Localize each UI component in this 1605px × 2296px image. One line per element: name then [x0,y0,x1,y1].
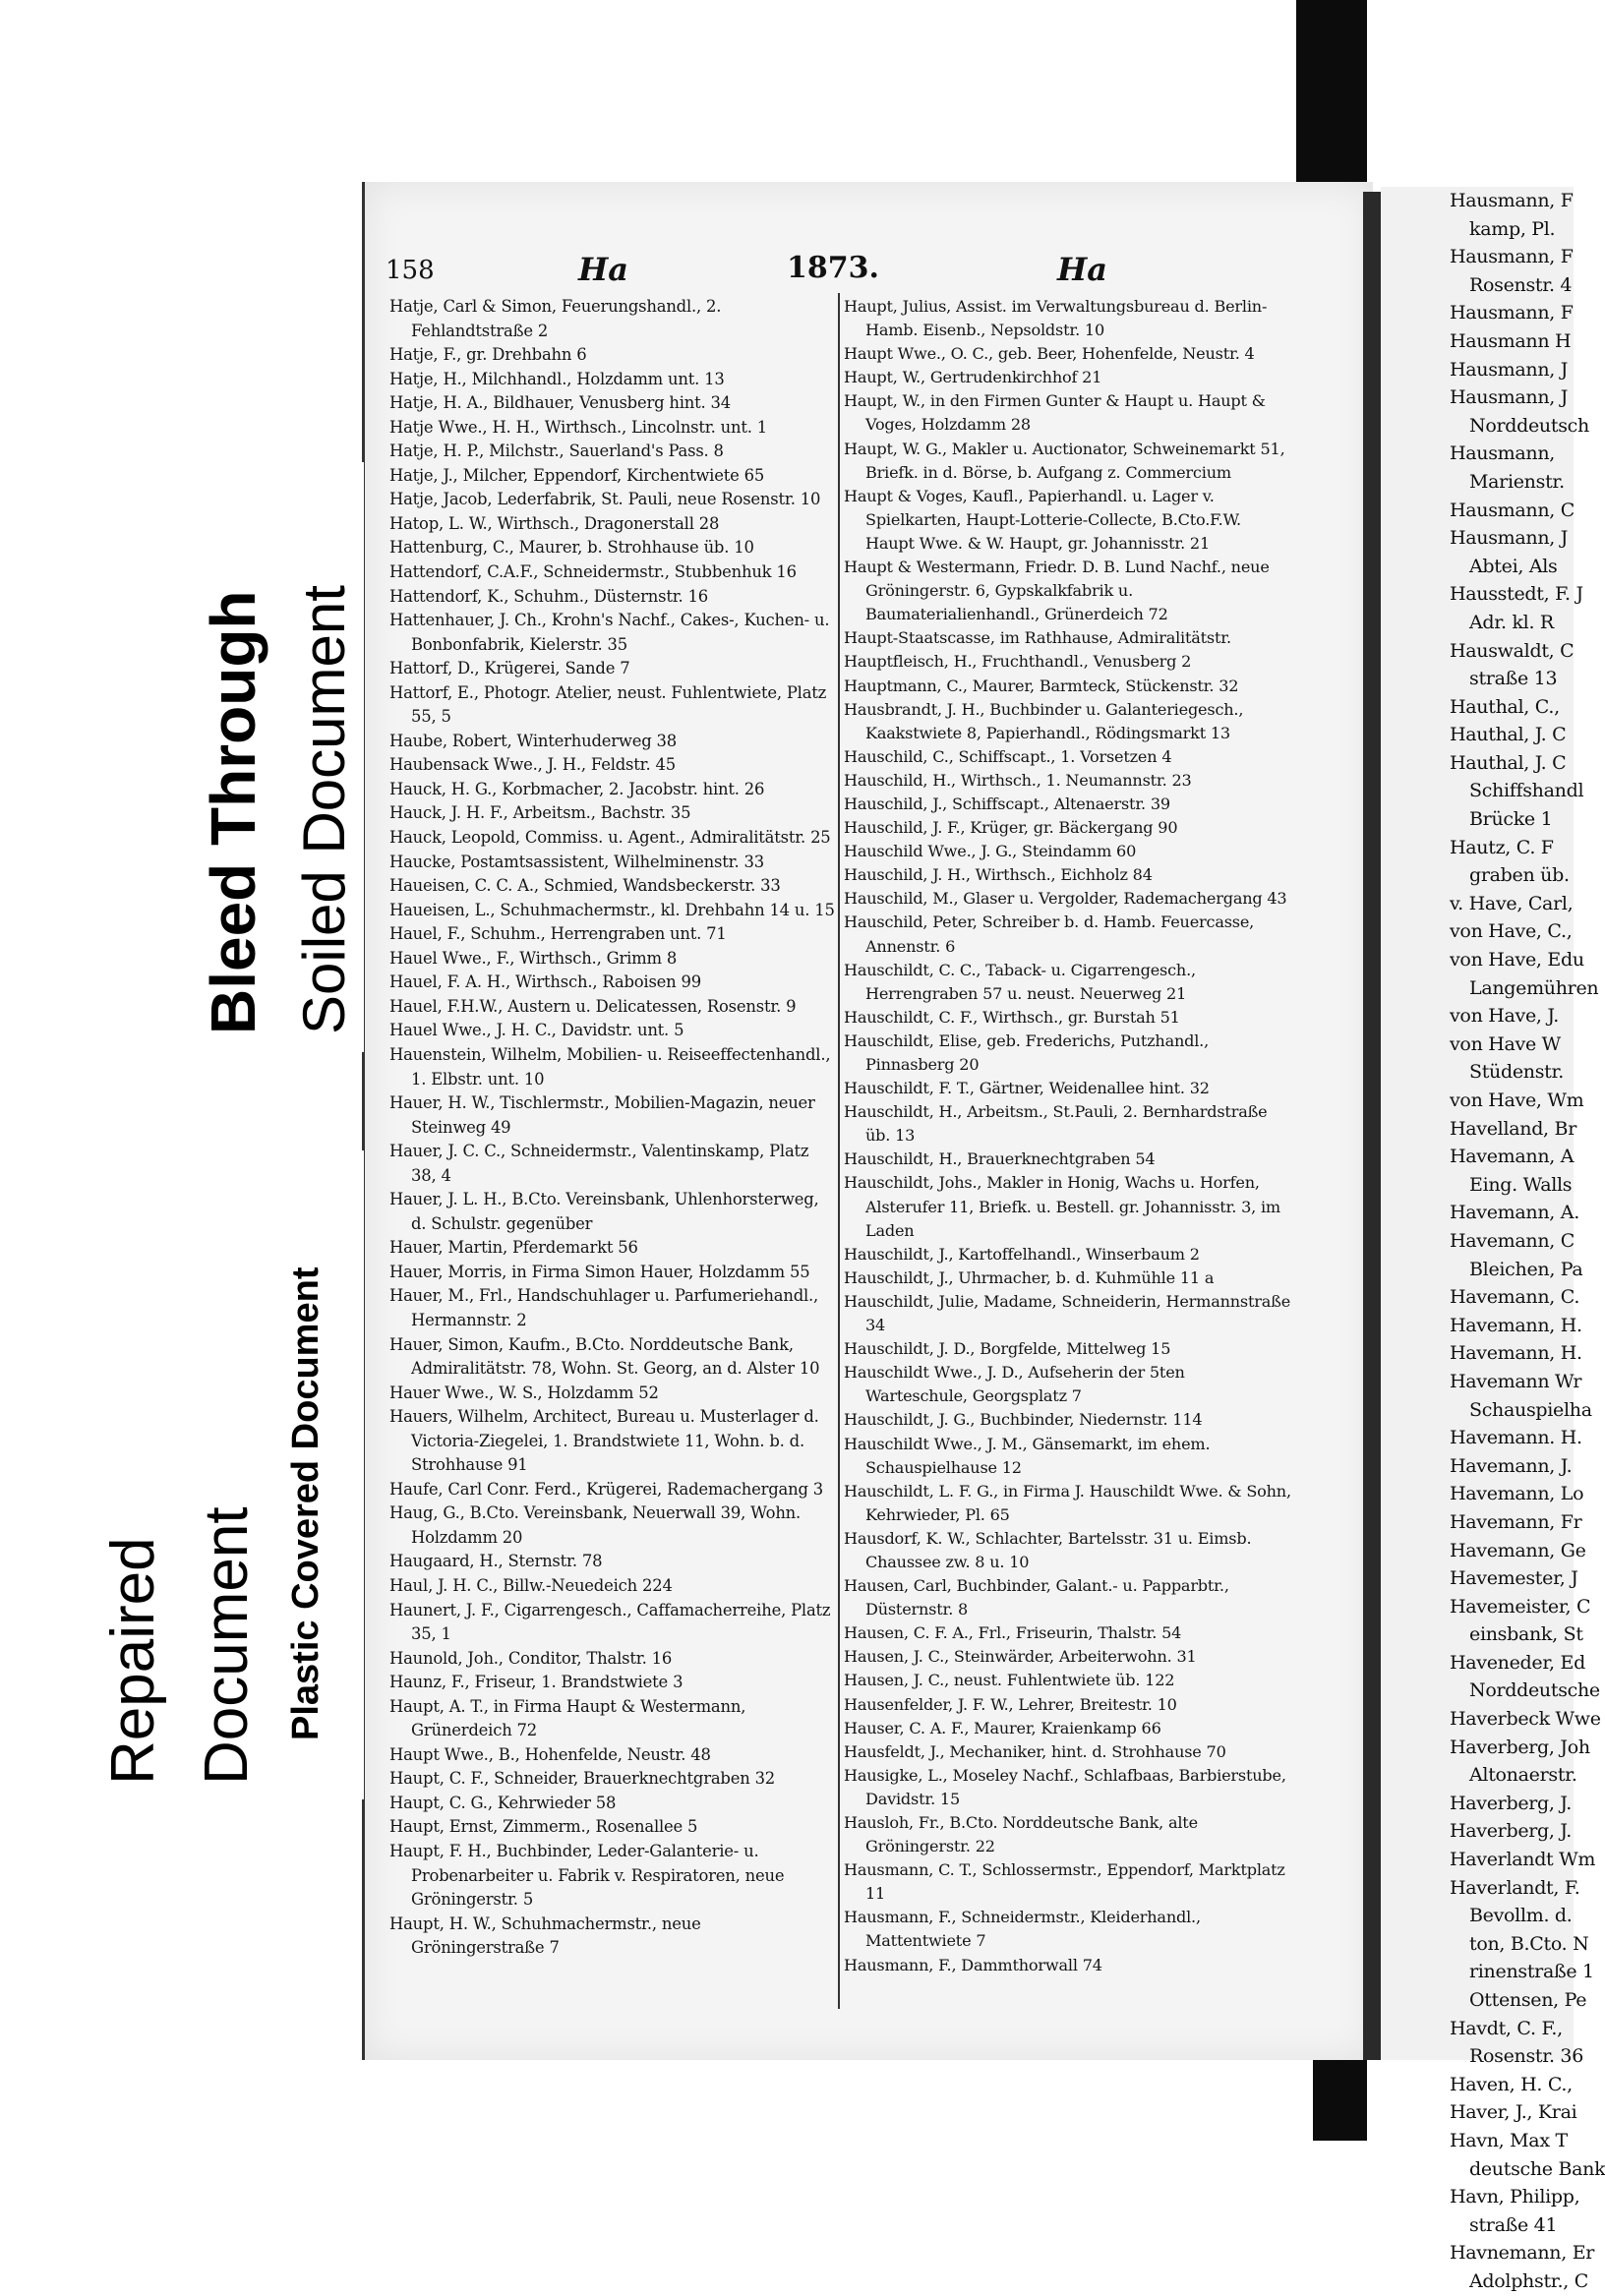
directory-entry: Hausmann, F., Dammthorwall 74 [844,1955,1102,1974]
directory-entry: Haupt, F. H., Buchbinder, Leder-Galanterie- u. Probenarbeiter u. Fabrik v. Respiratoren, neue Gröningerstr. 5 [389,1842,785,1910]
fragment-line: Haverberg, J. [1450,1792,1572,1814]
fragment-line: Haverberg, Joh [1450,1736,1590,1758]
fragment-line: Hausmann, F [1450,246,1574,268]
fragment-line: Haveneder, Ed [1450,1651,1585,1674]
directory-entry: Hauschildt, Julie, Madame, Schneiderin, Hermannstraße 34 [844,1291,1291,1335]
fragment-line: Havemann, C [1450,1229,1575,1252]
directory-entry: Hausen, C. F. A., Frl., Friseurin, Thalstr. 54 [844,1623,1182,1643]
directory-entry: Haube, Robert, Winterhuderweg 38 [389,731,677,750]
directory-entry: Hauschild, J. H., Wirthsch., Eichholz 84 [844,865,1153,885]
fragment-line: deutsche Bank [1469,2157,1605,2180]
directory-entry: Hatje, H. P., Milchstr., Sauerland's Pass. 8 [389,442,724,461]
directory-entry: Hauptfleisch, H., Fruchthandl., Venusberg 2 [844,652,1192,672]
directory-entry: Hauck, J. H. F., Arbeitsm., Bachstr. 35 [389,803,691,823]
fragment-line: ton, B.Cto. N [1469,1932,1589,1955]
directory-entry: Hausfeldt, J., Mechaniker, hint. d. Strohhause 70 [844,1741,1226,1761]
directory-entry: Haugaard, H., Sternstr. 78 [389,1552,603,1571]
directory-entry: Haupt, C. G., Kehrwieder 58 [389,1793,617,1812]
directory-entry: Haupt, W., Gertrudenkirchhof 21 [844,368,1102,387]
fragment-line: Havnemann, Er [1450,2242,1595,2265]
fragment-line: Adolphstr., C [1469,2269,1588,2292]
directory-entry: Hauschild, J. F., Krüger, gr. Bäckergang 90 [844,818,1178,838]
fragment-line: Havemann, C. [1450,1286,1580,1309]
page-number: 158 [386,256,435,285]
directory-entry: Hauer, J. C. C., Schneidermstr., Valentinskamp, Platz 38, 4 [389,1142,809,1185]
fragment-line: Hausmann H [1450,329,1572,352]
directory-entry: Hausen, J. C., Steinwärder, Arbeiterwohn. 31 [844,1647,1197,1667]
directory-entry: Hausmann, F., Schneidermstr., Kleiderhandl., Mattentwiete 7 [844,1908,1201,1951]
fragment-line: Eing. Walls [1469,1173,1573,1196]
fragment-line: Havemann, A. [1450,1202,1579,1224]
fragment-line: Havemann, Ge [1450,1539,1586,1561]
directory-entry: Hauschildt, H., Arbeitsm., St.Pauli, 2. Bernhardstraße üb. 13 [844,1102,1268,1146]
directory-entry: Haupt-Staatscasse, im Rathhause, Admiralitätstr. [844,628,1231,648]
directory-entry: Hauel Wwe., J. H. C., Davidstr. unt. 5 [389,1021,684,1040]
directory-entry: Hausen, Carl, Buchbinder, Galant.- u. Papparbtr., Düsternstr. 8 [844,1576,1229,1619]
fragment-line: Hausmann, [1450,442,1556,465]
fragment-line: Haverberg, J. [1450,1820,1572,1843]
directory-entry: Haul, J. H. C., Billw.-Neuedeich 224 [389,1575,673,1595]
directory-entry: Haufe, Carl Conr. Ferd., Krügerei, Rademachergang 3 [389,1479,824,1499]
directory-entry: Haupt, Julius, Assist. im Verwaltungsbureau d. Berlin-Hamb. Eisenb., Nepsoldstr. 10 [844,297,1268,340]
fragment-line: Havemann. H. [1450,1427,1582,1449]
directory-entry: Hauschildt, C. C., Taback- u. Cigarrengesch., Herrengraben 57 u. neust. Neuerweg 21 [844,960,1196,1003]
fragment-line: Hausmann, J [1450,386,1569,409]
directory-entry: Hauschildt Wwe., J. M., Gänsemarkt, im ehem. Schauspielhause 12 [844,1434,1211,1477]
directory-entry: Haupt & Westermann, Friedr. D. B. Lund Nachf., neue Gröningerstr. 6, Gypskalkfabrik u. Baumaterialienhandl., Grünerdeich 72 [844,558,1270,624]
directory-entry: Hauschildt, L. F. G., in Firma J. Hauschildt Wwe. & Sohn, Kehrwieder, Pl. 65 [844,1481,1291,1524]
directory-entry: Hauer, Martin, Pferdemarkt 56 [389,1238,638,1258]
fragment-line: Hauthal, C., [1450,695,1560,718]
fragment-line: Havelland, Br [1450,1117,1576,1140]
directory-entry: Hauschildt, C. F., Wirthsch., gr. Burstah 51 [844,1007,1180,1027]
directory-entry: Hausloh, Fr., B.Cto. Norddeutsche Bank, alte Gröningerstr. 22 [844,1813,1198,1856]
column-divider [838,293,840,2009]
fragment-line: Havdt, C. F., [1450,2017,1563,2039]
fragment-line: Bevollm. d. [1469,1905,1573,1927]
directory-entry: Hattorf, D., Krügerei, Sande 7 [389,659,630,678]
fragment-line: Havemann, H. [1450,1314,1582,1336]
fragment-line: von Have, C., [1450,920,1573,943]
directory-entry: Hattorf, E., Photogr. Atelier, neust. Fuhlentwiete, Platz 55, 5 [389,682,827,727]
fragment-line: Havemann, Lo [1450,1483,1584,1505]
directory-entry: Hauenstein, Wilhelm, Mobilien- u. Reiseeffectenhandl., 1. Elbstr. unt. 10 [389,1044,831,1089]
directory-entry: Hauer, M., Frl., Handschuhlager u. Parfumeriehandl., Hermannstr. 2 [389,1286,819,1329]
fragment-line: Hausmann, F [1450,302,1574,324]
fragment-line: Norddeutsche [1469,1679,1600,1702]
directory-entry: Hatje Wwe., H. H., Wirthsch., Lincolnstr. unt. 1 [389,417,767,437]
year-heading: 1873. [787,251,879,285]
binding-strip-top [1296,0,1367,192]
directory-entry: Hauschildt, H., Brauerknechtgraben 54 [844,1149,1156,1169]
fragment-line: Havemann Wr [1450,1370,1582,1392]
directory-entry: Hauers, Wilhelm, Architect, Bureau u. Musterlager d. Victoria-Ziegelei, 1. Brandstwiete 11, Wohn. b. d. Strohhause 91 [389,1407,819,1475]
fragment-line: Haverbeck Wwe [1450,1708,1601,1731]
directory-entry: Hausenfelder, J. F. W., Lehrer, Breitestr. 10 [844,1694,1177,1714]
fragment-line: Adr. kl. R [1469,611,1554,633]
directory-entry: Haug, G., B.Cto. Vereinsbank, Neuerwall 39, Wohn. Holzdamm 20 [389,1503,802,1547]
directory-entry: Hauer Wwe., W. S., Holzdamm 52 [389,1383,659,1402]
plastic-covered-label: Plastic Covered Document [285,1266,327,1740]
directory-entry: Hattendorf, K., Schuhm., Düsternstr. 16 [389,586,709,606]
directory-entry: Haunold, Joh., Conditor, Thalstr. 16 [389,1648,673,1668]
label-panel-repaired-plastic [79,1150,364,1799]
directory-entry: Hauschild, M., Glaser u. Vergolder, Rademachergang 43 [844,889,1287,909]
fragment-line: Hausmann, J [1450,527,1569,550]
fragment-line: rinenstraße 1 [1469,1961,1594,1983]
fragment-line: Havemann, Fr [1450,1510,1582,1533]
directory-entry: Hauel, F. A. H., Wirthsch., Raboisen 99 [389,972,701,992]
directory-entry: Haueisen, C. C. A., Schmied, Wandsbeckerstr. 33 [389,876,781,896]
fragment-line: Haver, J., Krai [1450,2101,1577,2124]
fragment-line: von Have, J. [1450,1005,1559,1028]
fragment-line: einsbank, St [1469,1623,1583,1646]
directory-entry: Hauck, H. G., Korbmacher, 2. Jacobstr. hint. 26 [389,779,765,798]
directory-entry: Hatje, Jacob, Lederfabrik, St. Pauli, neue Rosenstr. 10 [389,490,821,509]
fragment-line: Brücke 1 [1469,808,1553,831]
fragment-line: Schauspielha [1469,1398,1592,1421]
fragment-line: v. Have, Carl, [1450,892,1574,914]
directory-entry: Hauschildt, J., Kartoffelhandl., Winserbaum 2 [844,1244,1200,1264]
fragment-line: Havemeister, C [1450,1595,1591,1618]
fragment-line: straße 13 [1469,668,1558,690]
fragment-line: graben üb. [1469,864,1570,887]
directory-entry: Haupt Wwe., B., Hohenfelde, Neustr. 48 [389,1744,711,1764]
directory-entry: Hauschildt, F. T., Gärtner, Weidenallee hint. 32 [844,1079,1210,1098]
right-column [844,295,1291,1977]
adjacent-page-fragment [1381,187,1605,2292]
directory-entry: Haunert, J. F., Cigarrengesch., Caffamacherreihe, Platz 35, 1 [389,1600,831,1644]
fragment-line: Rosenstr. 36 [1469,2045,1584,2068]
directory-entry: Hauer, Morris, in Firma Simon Hauer, Holzdamm 55 [389,1262,810,1281]
directory-entry: Hatje, H., Milchhandl., Holzdamm unt. 13 [389,369,725,388]
directory-entry: Hausen, J. C., neust. Fuhlentwiete üb. 122 [844,1671,1175,1690]
fragment-line: Abtei, Als [1469,555,1558,577]
right-running-head: Ha [1057,251,1107,288]
directory-entry: Hauer, H. W., Tischlermstr., Mobilien-Magazin, neuer Steinweg 49 [389,1093,815,1137]
directory-entry: Haucke, Postamtsassistent, Wilhelminenstr. 33 [389,852,764,871]
directory-entry: Hauschildt, J. D., Borgfelde, Mittelweg 15 [844,1339,1171,1359]
directory-entry: Hauer, J. L. H., B.Cto. Vereinsbank, Uhlenhorsterweg, d. Schulstr. gegenüber [389,1190,819,1233]
left-running-head: Ha [578,251,628,288]
fragment-line: straße 41 [1469,2213,1558,2236]
directory-entry: Hauser, C. A. F., Maurer, Kraienkamp 66 [844,1718,1161,1737]
fragment-line: Ottensen, Pe [1469,1989,1587,2011]
fragment-line: Hautz, C. F [1450,836,1554,858]
directory-entry: Haunz, F., Friseur, 1. Brandstwiete 3 [389,1673,684,1692]
directory-entry: Hauck, Leopold, Commiss. u. Agent., Admiralitätstr. 25 [389,828,831,848]
directory-entry: Hauschild, H., Wirthsch., 1. Neumannstr. 23 [844,770,1192,790]
directory-entry: Hatop, L. W., Wirthsch., Dragonerstall 28 [389,513,720,533]
directory-entry: Hauel, F., Schuhm., Herrengraben unt. 71 [389,924,727,944]
soiled-document-label: Soiled Document [291,585,357,1034]
fragment-line: von Have, Edu [1450,949,1584,971]
fragment-line: Schiffshandl [1469,780,1584,802]
directory-entry: Hauschild, J., Schiffscapt., Altenaerstr. 39 [844,794,1170,813]
directory-entry: Hausigke, L., Moseley Nachf., Schlafbaas, Barbierstube, Davidstr. 15 [844,1765,1286,1808]
directory-entry: Hattenhauer, J. Ch., Krohn's Nachf., Cakes-, Kuchen- u. Bonbonfabrik, Kielerstr. 35 [389,611,830,654]
directory-entry: Hatje, F., gr. Drehbahn 6 [389,345,587,365]
fragment-line: Hausstedt, F. J [1450,583,1583,606]
directory-entry: Hauschildt, J. G., Buchbinder, Niedernstr. 114 [844,1410,1203,1430]
directory-entry: Hatje, H. A., Bildhauer, Venusberg hint. 34 [389,393,731,413]
directory-entry: Hauschildt, Johs., Makler in Honig, Wachs u. Horfen, Alsterufer 11, Briefk. u. Bestell. gr. Johannisstr. 3, im Laden [844,1173,1280,1240]
directory-entry: Hausdorf, K. W., Schlachter, Bartelsstr. 31 u. Eimsb. Chaussee zw. 8 u. 10 [844,1528,1252,1571]
repaired-label-line1: Repaired [99,1537,167,1785]
directory-entry: Haupt & Voges, Kaufl., Papierhandl. u. Lager v. Spielkarten, Haupt-Lotterie-Collecte, B.Cto.F.W. Haupt Wwe. & W. Haupt, gr. Johannisstr. 21 [844,486,1241,553]
directory-entry: Haubensack Wwe., J. H., Feldstr. 45 [389,755,676,775]
directory-entry: Haupt Wwe., O. C., geb. Beer, Hohenfelde, Neustr. 4 [844,344,1255,364]
directory-entry: Haupt, A. T., in Firma Haupt & Westermann, Grünerdeich 72 [389,1696,746,1740]
label-panel-bleed-soiled [187,462,364,1052]
fragment-line: Havn, Philipp, [1450,2186,1580,2208]
repaired-label-line2: Document [193,1506,261,1785]
fragment-line: Havemann, A [1450,1146,1575,1168]
directory-entry: Haueisen, L., Schuhmachermstr., kl. Drehbahn 14 u. 15 [389,900,835,919]
fragment-line: Altonaerstr. [1469,1764,1577,1787]
directory-entry: Hauptmann, C., Maurer, Barmteck, Stückenstr. 32 [844,676,1239,695]
directory-entry: Hausbrandt, J. H., Buchbinder u. Galanteriegesch., Kaakstwiete 8, Papierhandl., Rödingsmarkt 13 [844,699,1244,742]
directory-entry: Hauel Wwe., F., Wirthsch., Grimm 8 [389,948,678,968]
directory-entry: Haupt, C. F., Schneider, Brauerknechtgraben 32 [389,1769,776,1789]
page-gutter [1363,192,1381,2060]
fragment-line: Stüdenstr. [1469,1061,1564,1084]
directory-entry: Hauschild Wwe., J. G., Steindamm 60 [844,842,1137,861]
directory-entry: Hauschildt, Elise, geb. Frederichs, Putzhandl., Pinnasberg 20 [844,1030,1210,1074]
directory-entry: Hatje, J., Milcher, Eppendorf, Kirchentwiete 65 [389,465,765,485]
fragment-line: Norddeutsch [1469,414,1589,437]
directory-entry: Haupt, W. G., Makler u. Auctionator, Schweinemarkt 51, Briefk. in d. Börse, b. Aufgang z. Commercium [844,439,1285,482]
fragment-line: kamp, Pl. [1469,217,1556,240]
fragment-line: von Have, Wm [1450,1089,1584,1111]
fragment-line: Hausmann, C [1450,499,1575,521]
directory-entry: Hauschildt, J., Uhrmacher, b. d. Kuhmühle 11 a [844,1267,1215,1287]
fragment-line: Rosenstr. 4 [1469,273,1573,296]
fragment-line: Haven, H. C., [1450,2073,1573,2095]
fragment-line: von Have W [1450,1032,1561,1055]
directory-entry: Haupt, W., in den Firmen Gunter & Haupt u. Haupt & Voges, Holzdamm 28 [844,391,1266,435]
directory-entry: Hauer, Simon, Kaufm., B.Cto. Norddeutsche Bank, Admiralitätstr. 78, Wohn. St. Georg, an d. Alster 10 [389,1334,820,1379]
directory-entry: Hauschild, Peter, Schreiber b. d. Hamb. Feuercasse, Annenstr. 6 [844,913,1255,956]
fragment-line: Havemann, J. [1450,1454,1573,1477]
fragment-line: Havn, Max T [1450,2129,1568,2151]
directory-entry: Hauschildt Wwe., J. D., Aufseherin der 5ten Warteschule, Georgsplatz 7 [844,1363,1185,1406]
fragment-line: Hausmann, J [1450,358,1569,381]
fragment-line: Hauthal, J. C [1450,751,1567,774]
directory-entry: Hausmann, C. T., Schlossermstr., Eppendorf, Marktplatz 11 [844,1860,1285,1904]
fragment-line: Haverlandt Wm [1450,1849,1596,1871]
directory-entry: Hattendorf, C.A.F., Schneidermstr., Stubbenhuk 16 [389,562,797,582]
fragment-line: Marienstr. [1469,470,1565,493]
fragment-line: Haverlandt, F. [1450,1876,1580,1899]
directory-entry: Haupt, H. W., Schuhmachermstr., neue Gröningerstraße 7 [389,1913,701,1958]
directory-entry: Hauel, F.H.W., Austern u. Delicatessen, Rosenstr. 9 [389,996,797,1016]
left-column [389,295,837,1961]
directory-entry: Hauschild, C., Schiffscapt., 1. Vorsetzen 4 [844,746,1172,766]
fragment-line: Hauswaldt, C [1450,639,1575,662]
fragment-line: Havemann, H. [1450,1342,1582,1365]
directory-entry: Haupt, Ernst, Zimmerm., Rosenallee 5 [389,1817,698,1837]
fragment-line: Langemühren [1469,976,1599,999]
fragment-line: Havemester, J [1450,1567,1578,1590]
directory-entry: Hatje, Carl & Simon, Feuerungshandl., 2. Fehlandtstraße 2 [389,297,722,340]
fragment-line: Bleichen, Pa [1469,1258,1583,1280]
fragment-line: Hausmann, F [1450,190,1574,211]
bleed-through-label: Bleed Through [198,590,268,1034]
fragment-line: Hauthal, J. C [1450,724,1567,746]
directory-entry: Hattenburg, C., Maurer, b. Strohhause üb. 10 [389,538,754,558]
